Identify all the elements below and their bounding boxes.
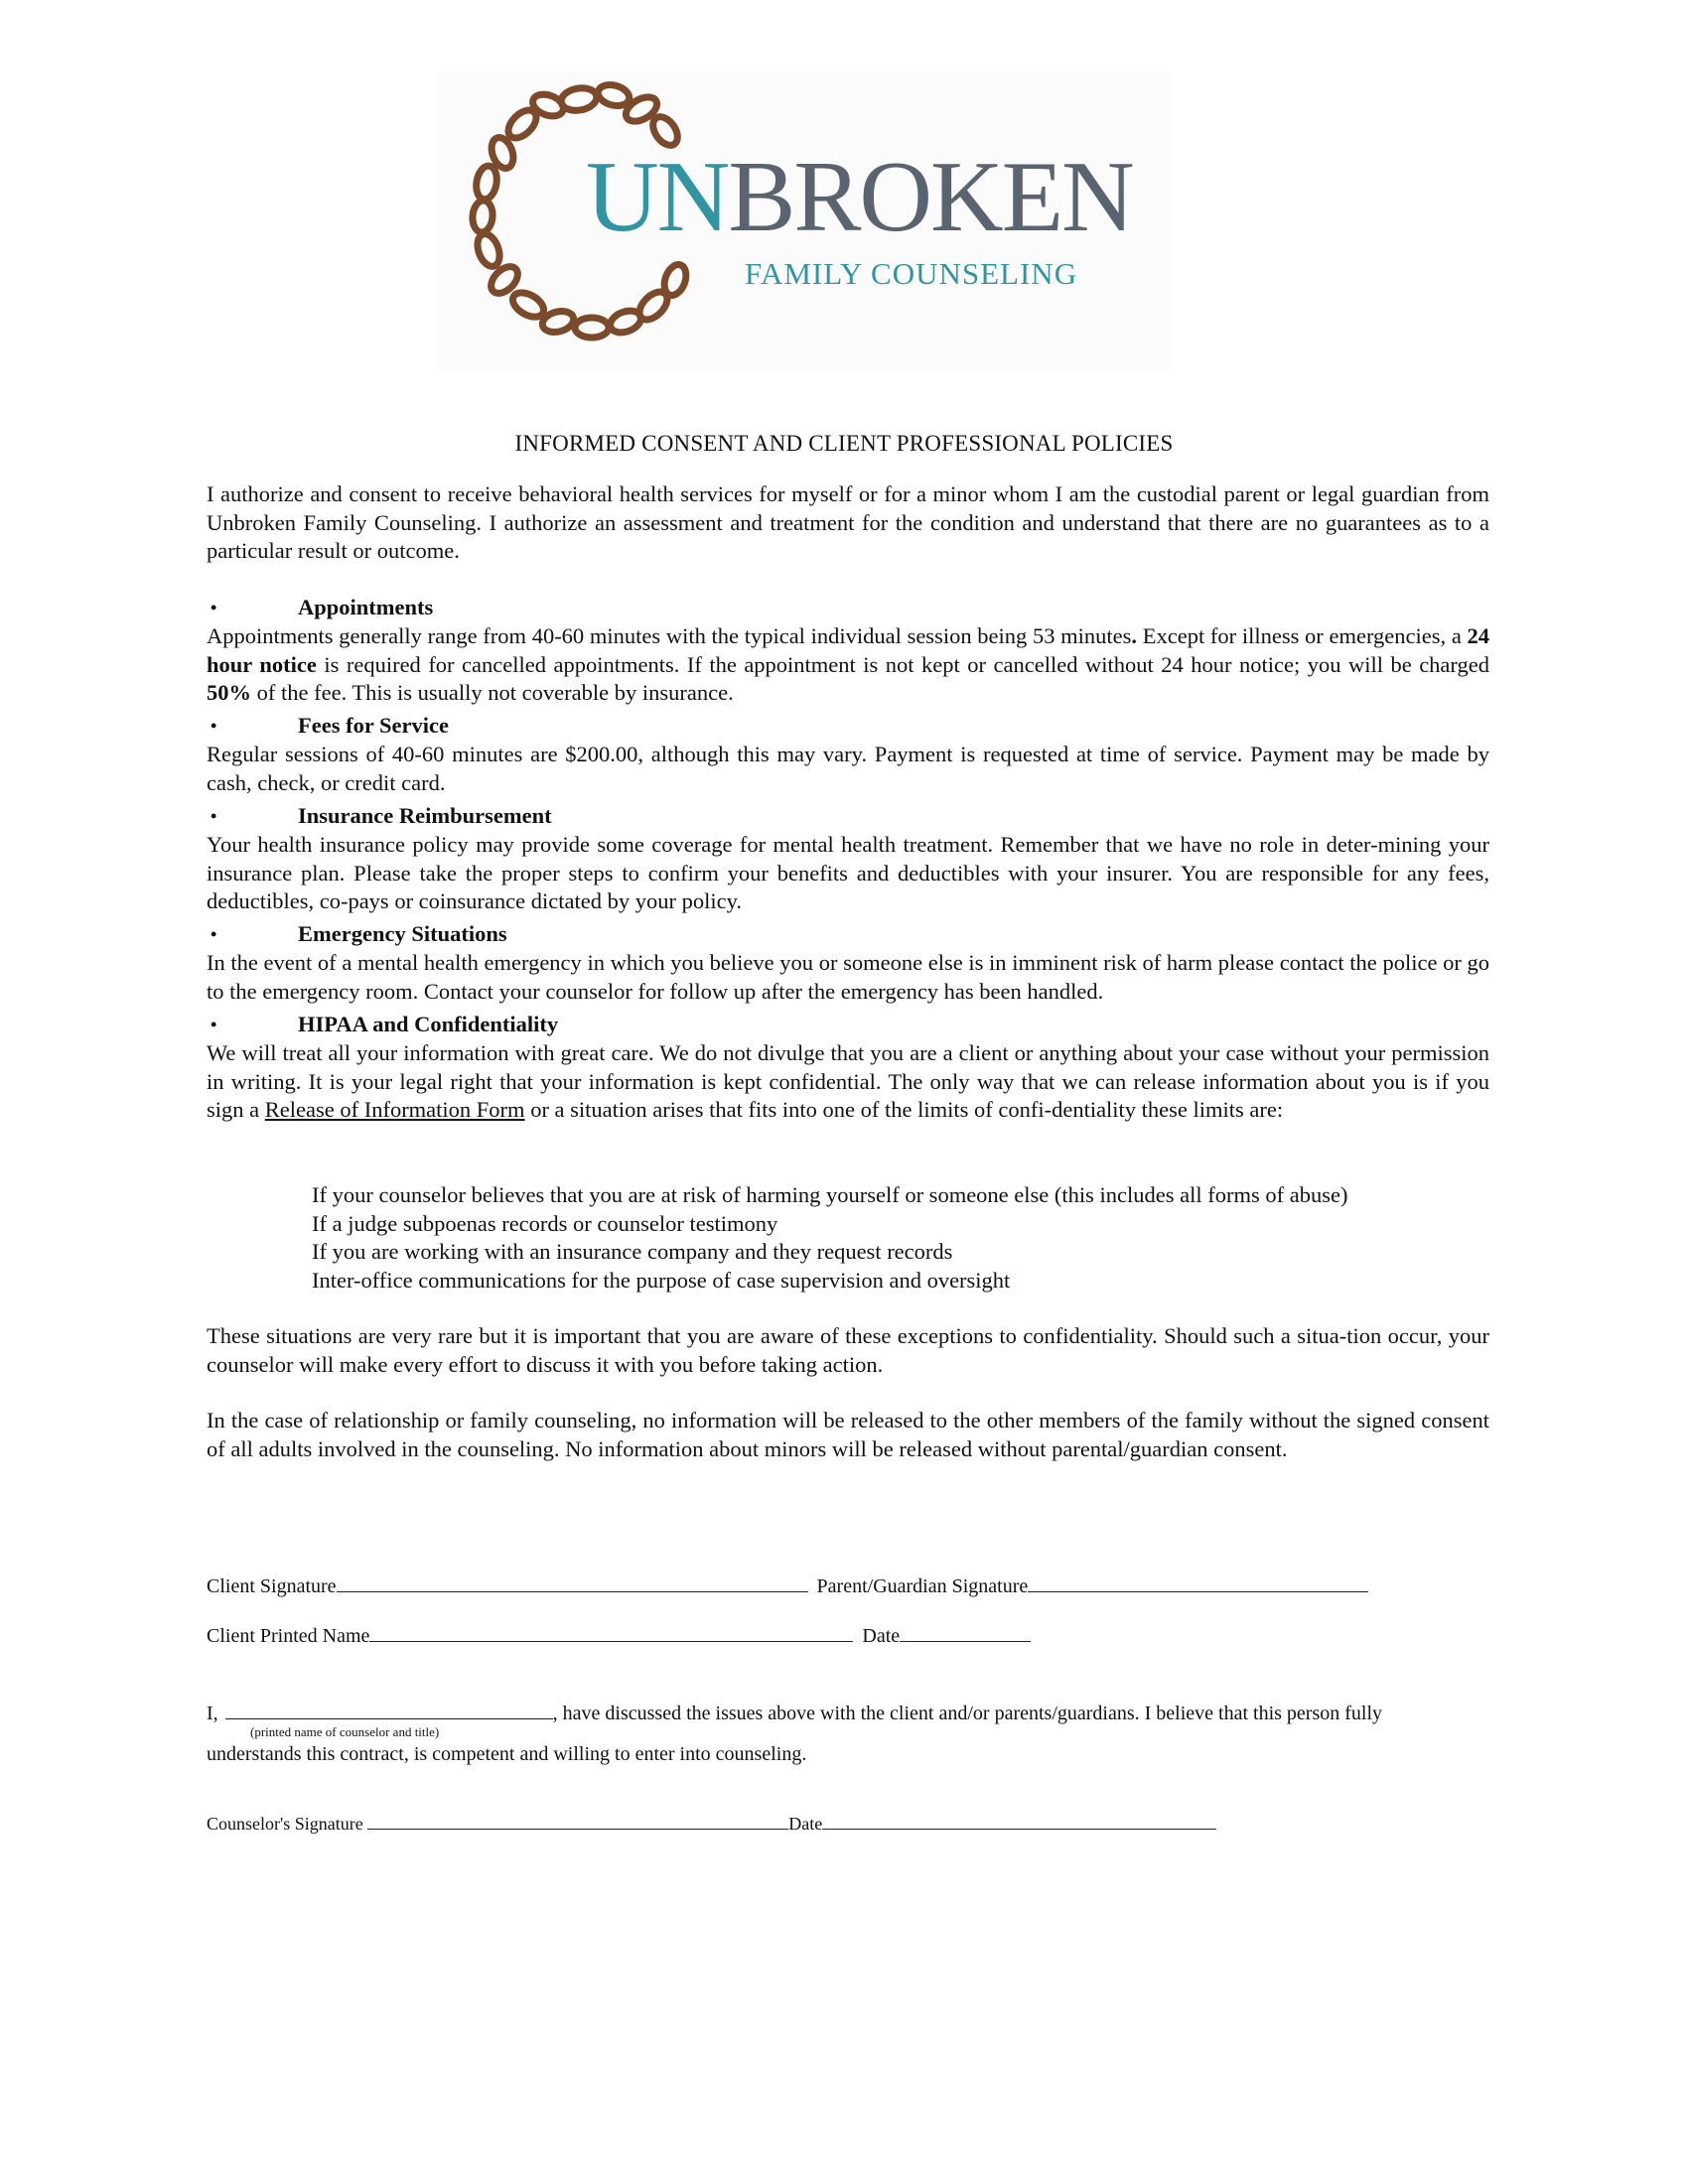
counselor-prefix: I, xyxy=(207,1703,218,1724)
appointments-paragraph xyxy=(207,622,1489,708)
bullet-icon: • xyxy=(211,598,217,617)
hipaa-paragraph xyxy=(207,1039,1489,1125)
heading-hipaa-label: HIPAA and Confidentiality xyxy=(298,1012,559,1036)
counselor-statement: , have discussed the issues above with the client and/or parents/guardians. I believe that this person fully xyxy=(552,1703,1383,1724)
heading-fees-label: Fees for Service xyxy=(298,713,450,738)
hipaa-text-a: We will treat all your information with great care. We do not divulge that you are a client or anything about your case without your permission in writing. It is your legal right that your information is kept confidential. The only way that we can release information about you is if you sign a xyxy=(207,1040,1489,1122)
rare-situations-paragraph: These situations are very rare but it is important that you are aware of these exceptions to confidentiality. Should such a situa-tion occur, your counselor will make every effort to discuss it with you before taking action. xyxy=(207,1323,1489,1377)
bullet-icon: • xyxy=(211,1015,217,1034)
logo-wordmark xyxy=(586,141,1133,253)
list-item: If you are working with an insurance company and they request records xyxy=(312,1239,953,1264)
family-counseling-paragraph: In the case of relationship or family counseling, no information will be released to the other members of the family without the signed consent of all adults involved in the counseling. No information about minors will be released without parental/guardian consent. xyxy=(207,1408,1489,1461)
client-printed-name-label: Client Printed Name xyxy=(207,1625,370,1647)
bullet-icon: • xyxy=(211,924,217,944)
counselor-statement-row xyxy=(207,1699,1382,1725)
emergency-paragraph: In the event of a mental health emergency in which you believe you or someone else is in imminent risk of harm please contact the police or go to the emergency room. Contact your counselor for follow up after the emergency has been handled. xyxy=(207,950,1489,1004)
heading-hipaa xyxy=(211,1011,559,1038)
heading-emergency-label: Emergency Situations xyxy=(298,921,507,946)
appointments-period: . xyxy=(1131,623,1138,648)
appointments-text-b: Except for illness or emergencies, a xyxy=(1137,623,1468,648)
insurance-paragraph: Your health insurance policy may provide some coverage for mental health treatment. Remember that we have no role in deter-mining your insurance plan. Please take the proper steps to confirm your benefits and deductibles with your insurer. You are responsible for any fees, deductibles, co-pays or coinsurance dictated by your policy. xyxy=(207,832,1489,913)
client-signature-field[interactable] xyxy=(337,1571,808,1592)
notice-emphasis: 24 hour notice xyxy=(207,623,1489,677)
counselor-statement-line-2: understands this contract, is competent and willing to enter into counseling. xyxy=(207,1743,807,1765)
appointments-text-a: Appointments generally range from 40-60 minutes with the typical individual session being 53 minutes xyxy=(207,623,1132,648)
heading-insurance xyxy=(211,802,552,830)
heading-emergency xyxy=(211,920,507,948)
counselor-signature-field[interactable] xyxy=(367,1813,788,1830)
client-signature-label: Client Signature xyxy=(207,1575,337,1597)
list-item: Inter-office communications for the purpose of case supervision and oversight xyxy=(312,1267,1011,1293)
guardian-signature-label: Parent/Guardian Signature xyxy=(816,1575,1029,1597)
confidentiality-limits-list xyxy=(312,1181,1347,1295)
appointments-text-d: of the fee. This is usually not coverable by insurance. xyxy=(251,680,734,705)
counselor-signature-row xyxy=(207,1813,1216,1835)
guardian-signature-field[interactable] xyxy=(1028,1571,1368,1592)
heading-appointments-label: Appointments xyxy=(298,595,434,619)
fee-percent-emphasis: 50% xyxy=(207,680,251,705)
counselor-name-caption: (printed name of counselor and title) xyxy=(250,1724,440,1739)
logo xyxy=(437,71,1172,369)
intro-paragraph: I authorize and consent to receive behavioral health services for myself or for a minor whom I am the custodial parent or legal guardian from Unbroken Family Counseling. I authorize an assessment and treatment for the condition and understand that there are no guarantees as to a particular result or outcome. xyxy=(207,481,1489,563)
document-title: INFORMED CONSENT AND CLIENT PROFESSIONAL POLICIES xyxy=(514,431,1174,456)
bullet-icon: • xyxy=(211,716,217,736)
counselor-date-label: Date xyxy=(788,1814,823,1834)
release-form-link[interactable]: Release of Information Form xyxy=(264,1097,525,1122)
heading-appointments xyxy=(211,594,434,621)
client-printed-name-row xyxy=(207,1621,1031,1648)
list-item: If your counselor believes that you are at risk of harming yourself or someone else (this includes all forms of abuse) xyxy=(312,1182,1348,1207)
heading-fees xyxy=(211,712,450,740)
counselor-signature-label: Counselor's Signature xyxy=(207,1814,363,1834)
bullet-icon: • xyxy=(211,806,217,826)
counselor-date-field[interactable] xyxy=(822,1813,1216,1830)
heading-insurance-label: Insurance Reimbursement xyxy=(298,803,552,828)
counselor-name-field[interactable] xyxy=(225,1699,553,1719)
client-printed-name-field[interactable] xyxy=(369,1621,853,1642)
date-label: Date xyxy=(862,1625,901,1647)
logo-tagline: FAMILY COUNSELING xyxy=(745,256,1078,291)
list-item: If a judge subpoenas records or counselor testimony xyxy=(312,1210,778,1236)
logo-graphic xyxy=(437,71,1172,369)
hipaa-text-b: or a situation arises that fits into one of the limits of confi-dentiality these limits are: xyxy=(524,1097,1284,1122)
client-signature-row xyxy=(207,1571,1368,1598)
date-field[interactable] xyxy=(900,1621,1031,1642)
logo-wordmark-broken: BROKEN xyxy=(728,141,1133,253)
appointments-text-c: is required for cancelled appointments. If the appointment is not kept or cancelled without 24 hour notice; you will be charged xyxy=(316,651,1489,677)
fees-paragraph: Regular sessions of 40-60 minutes are $200.00, although this may vary. Payment is requested at time of service. Payment may be made by cash, check, or credit card. xyxy=(207,742,1489,795)
logo-wordmark-un: UN xyxy=(586,141,729,253)
